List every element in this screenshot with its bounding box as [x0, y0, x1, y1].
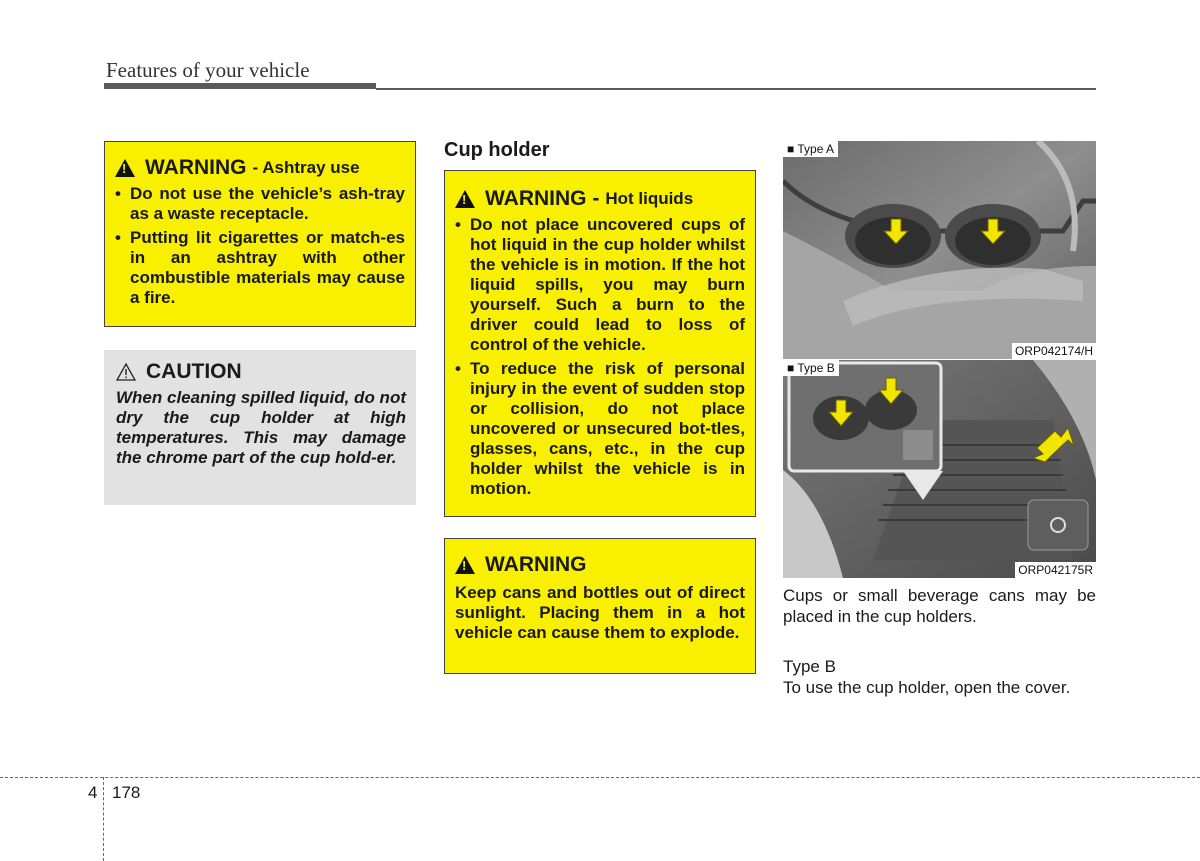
header-rule: [104, 83, 376, 89]
warning-ashtray-item: • Putting lit cigarettes or match-es in an ashtray with other combustible materials may cause a fire.: [115, 228, 405, 308]
figure-type-b-label: ■ Type B: [783, 360, 839, 376]
figure-type-b: [783, 360, 1096, 578]
warning-hot-box: [444, 170, 756, 517]
warning-label: WARNING: [485, 553, 587, 576]
warning-label: WARNING -: [485, 187, 600, 210]
figure-type-a: [783, 141, 1096, 359]
warning-ashtray-box: [104, 141, 416, 327]
warning-icon: [455, 190, 475, 208]
section-heading: Cup holder: [444, 139, 550, 161]
caution-text: When cleaning spilled liquid, do not dry the cup holder at high temperatures. This may damage the chrome part of the cup hold-er.: [116, 388, 406, 467]
warning-hot-title: [455, 187, 745, 211]
warning-ashtray-item: • Do not use the vehicle’s ash-tray as a waste receptacle.: [115, 184, 405, 224]
page-number: 178: [112, 783, 141, 802]
caution-label: CAUTION: [146, 360, 242, 383]
warning-sun-box: [444, 538, 756, 674]
warning-label: WARNING: [145, 156, 247, 179]
warning-ashtray-title: [115, 156, 405, 180]
type-b-heading: Type B: [783, 657, 836, 676]
figure-type-a-label: ■ Type A: [783, 141, 838, 157]
footer-divider: [0, 777, 1200, 778]
footer-vertical-divider: [103, 777, 104, 861]
warning-sun-title: [455, 553, 745, 577]
warning-sun-text: Keep cans and bottles out of direct sunlight. Placing them in a hot vehicle can cause them to explode.: [455, 583, 745, 642]
body-paragraph: To use the cup holder, open the cover.: [783, 678, 1071, 697]
header-title: Features of your vehicle: [106, 58, 310, 82]
warning-hot-item: • Do not place uncovered cups of hot liquid in the cup holder whilst the vehicle is in motion. If the hot liquid spills, you may burn yourself. Such a burn to the driver could lead to loss of control of the vehicle.: [455, 215, 745, 355]
figure-type-a-code: ORP042174/H: [1012, 343, 1096, 359]
caution-icon: [116, 363, 136, 381]
figure-type-b-code: ORP042175R: [1015, 562, 1096, 578]
warning-icon: [455, 556, 475, 574]
header-rule-thin: [376, 88, 1096, 90]
warning-subtitle: - Ashtray use: [252, 158, 360, 177]
warning-icon: [115, 159, 135, 177]
warning-hot-item: • To reduce the risk of personal injury in the event of sudden stop or collision, do not place uncovered or unsecured bot-tles, glasses, cans, etc., in the cup holder whilst the vehicle is in motion.: [455, 359, 745, 499]
warning-subtitle: Hot liquids: [605, 189, 694, 208]
chapter-number: 4: [88, 783, 98, 802]
body-paragraph: Cups or small beverage cans may be placed in the cup holders.: [783, 586, 1096, 626]
caution-box: [104, 350, 416, 505]
caution-title: [116, 360, 406, 384]
